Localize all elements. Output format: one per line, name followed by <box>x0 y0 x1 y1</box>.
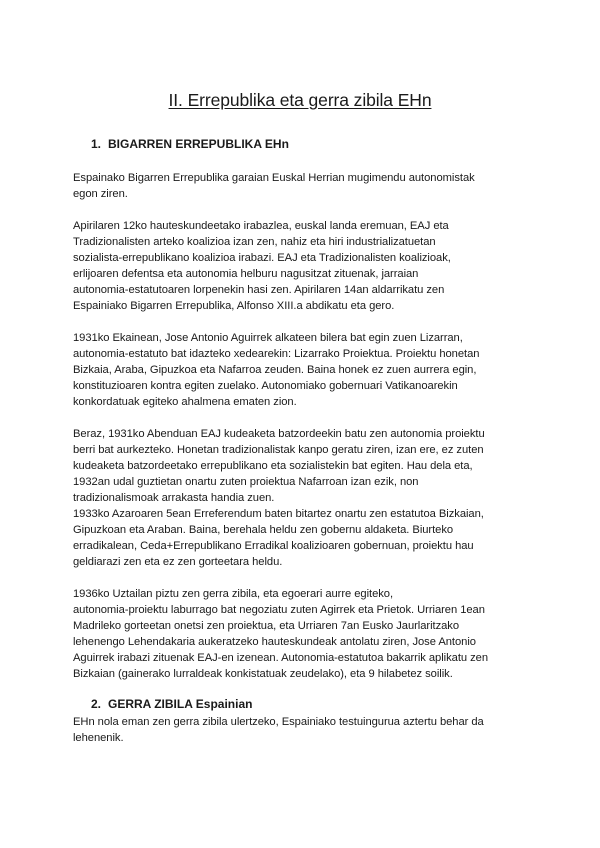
paragraph-line: Bizkaian (gainerako lurraldeak konkistatuak zeudelako), eta 9 hilabetez soilik. <box>73 668 453 680</box>
paragraph-line: lehenenik. <box>73 732 124 744</box>
paragraph-line: Gipuzkoan eta Araban. Baina, berehala heldu zen gobernu aldaketa. Biurteko <box>73 524 454 536</box>
paragraph-line: erradikalean, Ceda+Errepublikano Erradikal koalizioaren gobernuan, proiektu hau <box>73 540 474 552</box>
section-title: GERRA ZIBILA Espainian <box>108 697 253 711</box>
paragraph-line: egon ziren. <box>73 188 128 200</box>
paragraph-line: lehenengo Lehendakaria aukeratzeko hauteskundeak antolatu ziren, Jose Antonio <box>73 636 476 648</box>
section-number: 2. <box>91 697 102 711</box>
paragraph-line: Espainako Bigarren Errepublika garaian Euskal Herrian mugimendu autonomistak <box>73 172 475 184</box>
paragraph <box>73 426 543 570</box>
paragraph <box>73 714 543 746</box>
paragraph-line: Apirilaren 12ko hauteskundeetako irabazlea, euskal landa eremuan, EAJ eta <box>73 220 449 232</box>
section-heading-2 <box>91 697 252 711</box>
paragraph-line: erlijoaren defentsa eta autonomia helburu nagusitzat zituenak, jarraian <box>73 268 419 280</box>
page-title: II. Errepublika eta gerra zibila EHn <box>168 90 432 110</box>
paragraph-line: konkordatuak egiteko ahalmena ematen zion. <box>73 396 297 408</box>
paragraph-line: geldiarazi zen eta ez zen gorteetara heldu. <box>73 556 283 568</box>
paragraph-line: konstituzioaren kontra egiten zuelako. Autonomiako gobernuari Vatikanoarekin <box>73 380 458 392</box>
section-number: 1. <box>91 137 102 151</box>
paragraph <box>73 170 543 202</box>
paragraph-line: Madrileko gorteetan onetsi zen proiektua, eta Urriaren 7an Eusko Jaurlaritzako <box>73 620 460 632</box>
paragraph-line: 1933ko Azaroaren 5ean Erreferendum baten bitartez onartu zen estatutoa Bizkaian, <box>73 508 484 520</box>
paragraph <box>73 330 543 410</box>
paragraph-line: 1936ko Uztailan piztu zen gerra zibila, eta egoerari aurre egiteko, <box>73 588 394 600</box>
paragraph <box>73 586 543 682</box>
paragraph-line: Aguirrek irabazi zituenak EAJ-en izenean. Autonomia-estatutoa bakarrik aplikatu zen <box>73 652 488 664</box>
paragraph-line: 1931ko Ekainean, Jose Antonio Aguirrek alkateen bilera bat egin zuen Lizarran, <box>73 332 463 344</box>
paragraph-line: tradizionalismoak arrakasta handia zuen. <box>73 492 275 504</box>
paragraph-line: autonomia-estatuto bat idazteko xedearekin: Lizarrako Proiektua. Proiektu honetan <box>73 348 480 360</box>
paragraph-line: berri bat aurkezteko. Honetan tradizionalistak kanpo geratu ziren, izan ere, ez zuten <box>73 444 484 456</box>
paragraph-line: Tradizionalisten arteko koalizioa izan zen, nahiz eta hiri industrializatuetan <box>73 236 436 248</box>
paragraph-line: kudeaketa batzordeetako errepublikano eta sozialistekin bat egiten. Hau dela eta, <box>73 460 473 472</box>
paragraph-line: autonomia-proiektu laburrago bat negoziatu zuten Agirrek eta Prietok. Urriaren 1ean <box>73 604 485 616</box>
section-heading-1 <box>91 137 289 151</box>
paragraph-line: 1932an udal guztietan onartu zuten proiektua Nafarroan izan ezik, non <box>73 476 419 488</box>
paragraph-line: EHn nola eman zen gerra zibila ulertzeko, Espainiako testuingurua aztertu behar da <box>73 716 484 728</box>
paragraph <box>73 218 543 314</box>
paragraph-line: sozialista-errepublikano koalizioa irabazi. EAJ eta Tradizionalisten koalizioak, <box>73 252 451 264</box>
paragraph-line: Espainiako Bigarren Errepublika, Alfonso XIII.a abdikatu eta gero. <box>73 300 395 312</box>
paragraph-line: autonomia-estatutoaren lorpenekin hasi zen. Apirilaren 14an aldarrikatu zen <box>73 284 445 296</box>
section-title: BIGARREN ERREPUBLIKA EHn <box>108 137 289 151</box>
paragraph-line: Bizkaia, Araba, Gipuzkoa eta Nafarroa zeuden. Baina honek ez zuen aurrera egin, <box>73 364 477 376</box>
paragraph-line: Beraz, 1931ko Abenduan EAJ kudeaketa batzordeekin batu zen autonomia proiektu <box>73 428 485 440</box>
